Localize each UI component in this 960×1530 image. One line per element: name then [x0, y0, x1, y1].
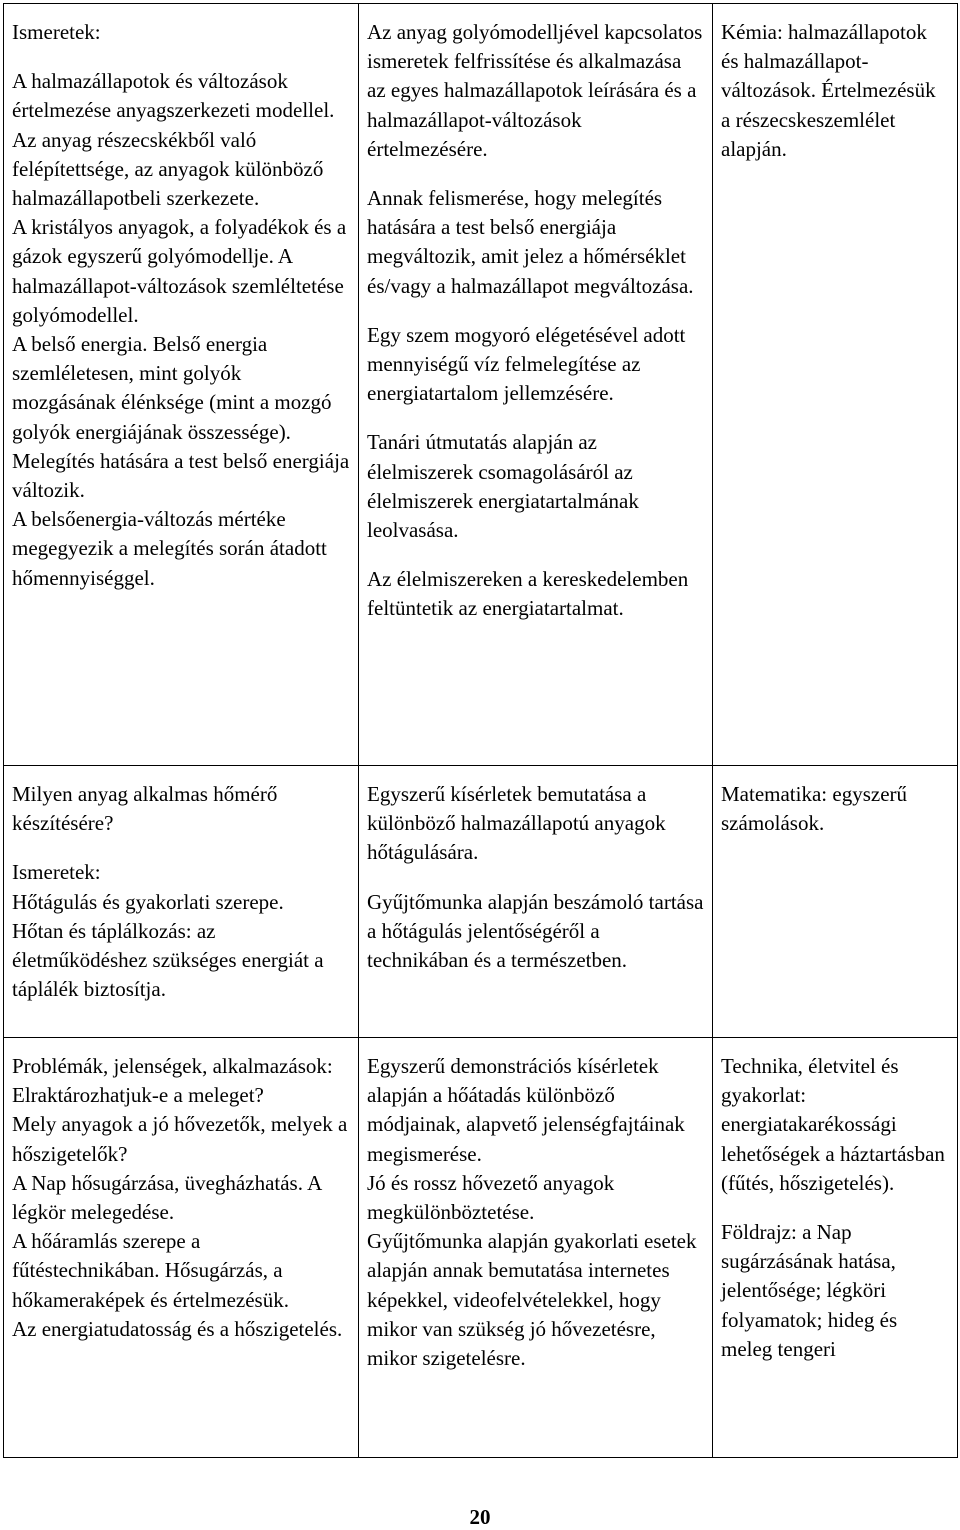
cell-text: Ismeretek: [12, 860, 101, 885]
cell-paragraph [12, 1052, 350, 1344]
cell-text: Egyszerű kísérletek bemutatása a különböző halmazállapotú anyagok hőtágulására. [367, 782, 666, 865]
cell-paragraph [12, 858, 350, 1004]
cell-paragraph [12, 67, 350, 593]
curriculum-table-body [4, 4, 958, 1458]
cell-text: Ismeretek: [12, 20, 101, 44]
cell-text: Mely anyagok a jó hővezetők, melyek a hőszigetelők? [12, 1112, 348, 1166]
table-cell-col3 [713, 766, 958, 1038]
cell-paragraph [367, 321, 704, 409]
table-row [4, 1038, 958, 1458]
cell-text: A hőáramlás szerepe a fűtéstechnikában. Hősugárzás, a hőkameraképek és értelmezésük. [12, 1229, 289, 1312]
cell-paragraph [367, 780, 704, 868]
cell-text: Annak felismerése, hogy melegítés hatására a test belső energiája megváltozik, amit jelez a hőmérséklet és/vagy a halmazállapot megváltozása. [367, 186, 694, 298]
cell-text: Egyszerű demonstrációs kísérletek alapján a hőátadás különböző módjainak, alapvető jelenségfajtáinak megismerése. [367, 1054, 685, 1166]
cell-text: Gyűjtőmunka alapján gyakorlati esetek alapján annak bemutatása internetes képekkel, videofelvételekkel, hogy mikor van szükség jó hővezetésre, mikor szigetelésre. [367, 1229, 697, 1371]
cell-paragraph [367, 428, 704, 545]
cell-text: A belső energia. Belső energia szemléletesen, mint golyók mozgásának élénksége (mint a mozgó golyók energiájának összessége). [12, 332, 332, 444]
cell-paragraph [367, 1052, 704, 1373]
table-row [4, 766, 958, 1038]
table-cell-col2 [359, 4, 713, 766]
table-cell-col1 [4, 766, 359, 1038]
cell-text: A belsőenergia-változás mértéke megegyezik a melegítés során átadott hőmennyiséggel. [12, 507, 327, 590]
cell-paragraph [367, 184, 704, 301]
cell-text: Az energiatudatosság és a hőszigetelés. [12, 1316, 343, 1341]
table-cell-col1 [4, 1038, 359, 1458]
cell-text: Milyen anyag alkalmas hőmérő készítésére? [12, 782, 278, 836]
table-row [4, 4, 958, 766]
cell-paragraph [12, 780, 350, 838]
curriculum-table [3, 3, 958, 1458]
cell-text: Hőtágulás és gyakorlati szerepe. [12, 889, 284, 914]
cell-text: Egy szem mogyoró elégetésével adott mennyiségű víz felmelegítése az energiatartalom jellemzésére. [367, 322, 686, 406]
cell-text: A kristályos anyagok, a folyadékok és a gázok egyszerű golyómodellje. A halmazállapot-változások szemléltetése golyómodellel. [12, 215, 347, 327]
cell-text: Gyűjtőmunka alapján beszámoló tartása a hőtágulás jelentőségéről a technikában és a természetben. [367, 889, 704, 973]
cell-paragraph [721, 1218, 949, 1364]
cell-text: Földrajz: a Nap sugárzásának hatása, jelentősége; légköri folyamatok; hideg és meleg tengeri [721, 1220, 898, 1361]
cell-paragraph [721, 1052, 949, 1198]
table-cell-col1 [4, 4, 359, 766]
cell-text: Tanári útmutatás alapján az élelmiszerek csomagolásáról az élelmiszerek energiatartalmának leolvasása. [367, 430, 639, 543]
table-cell-col2 [359, 1038, 713, 1458]
cell-paragraph [367, 565, 704, 623]
cell-text: Az anyag golyómodelljével kapcsolatos ismeretek felfrissítése és alkalmazása az egyes halmazállapotok leírására és a halmazállapot-változások értelmezésére. [367, 20, 703, 161]
cell-paragraph [721, 18, 949, 164]
cell-text: Problémák, jelenségek, alkalmazások: [12, 1054, 333, 1078]
table-cell-col3 [713, 1038, 958, 1458]
cell-text: Hőtan és táplálkozás: az életműködéshez szükséges energiát a táplálék biztosítja. [12, 918, 324, 1002]
cell-paragraph [367, 18, 704, 164]
page-number: 20 [469, 1505, 491, 1529]
cell-text: A halmazállapotok és változások értelmezése anyagszerkezeti modellel. [12, 69, 335, 123]
cell-text: Elraktározhatjuk-e a meleget? [12, 1083, 264, 1108]
cell-paragraph [12, 18, 350, 47]
cell-text: Az élelmiszereken a kereskedelemben feltüntetik az energiatartalmat. [367, 567, 689, 621]
table-cell-col3 [713, 4, 958, 766]
cell-text: Melegítés hatására a test belső energiája változik. [12, 448, 350, 503]
table-cell-col2 [359, 766, 713, 1038]
cell-text: Kémia: halmazállapotok és halmazállapot-változások. Értelmezésük a részecskeszemlélet alapján. [721, 20, 936, 161]
cell-text: A Nap hősugárzása, üvegházhatás. A légkör melegedése. [12, 1170, 322, 1225]
cell-paragraph [721, 780, 949, 838]
cell-text: Jó és rossz hővezető anyagok megkülönböztetése. [367, 1170, 615, 1225]
cell-paragraph [367, 888, 704, 976]
cell-text: Technika, életvitel és gyakorlat: energiatakarékossági lehetőségek a háztartásban (fűtés, hőszigetelés). [721, 1054, 945, 1195]
cell-text: Matematika: egyszerű számolások. [721, 782, 908, 836]
cell-text: Az anyag részecskékből való felépítettsége, az anyagok különböző halmazállapotbeli szerkezete. [12, 127, 324, 211]
